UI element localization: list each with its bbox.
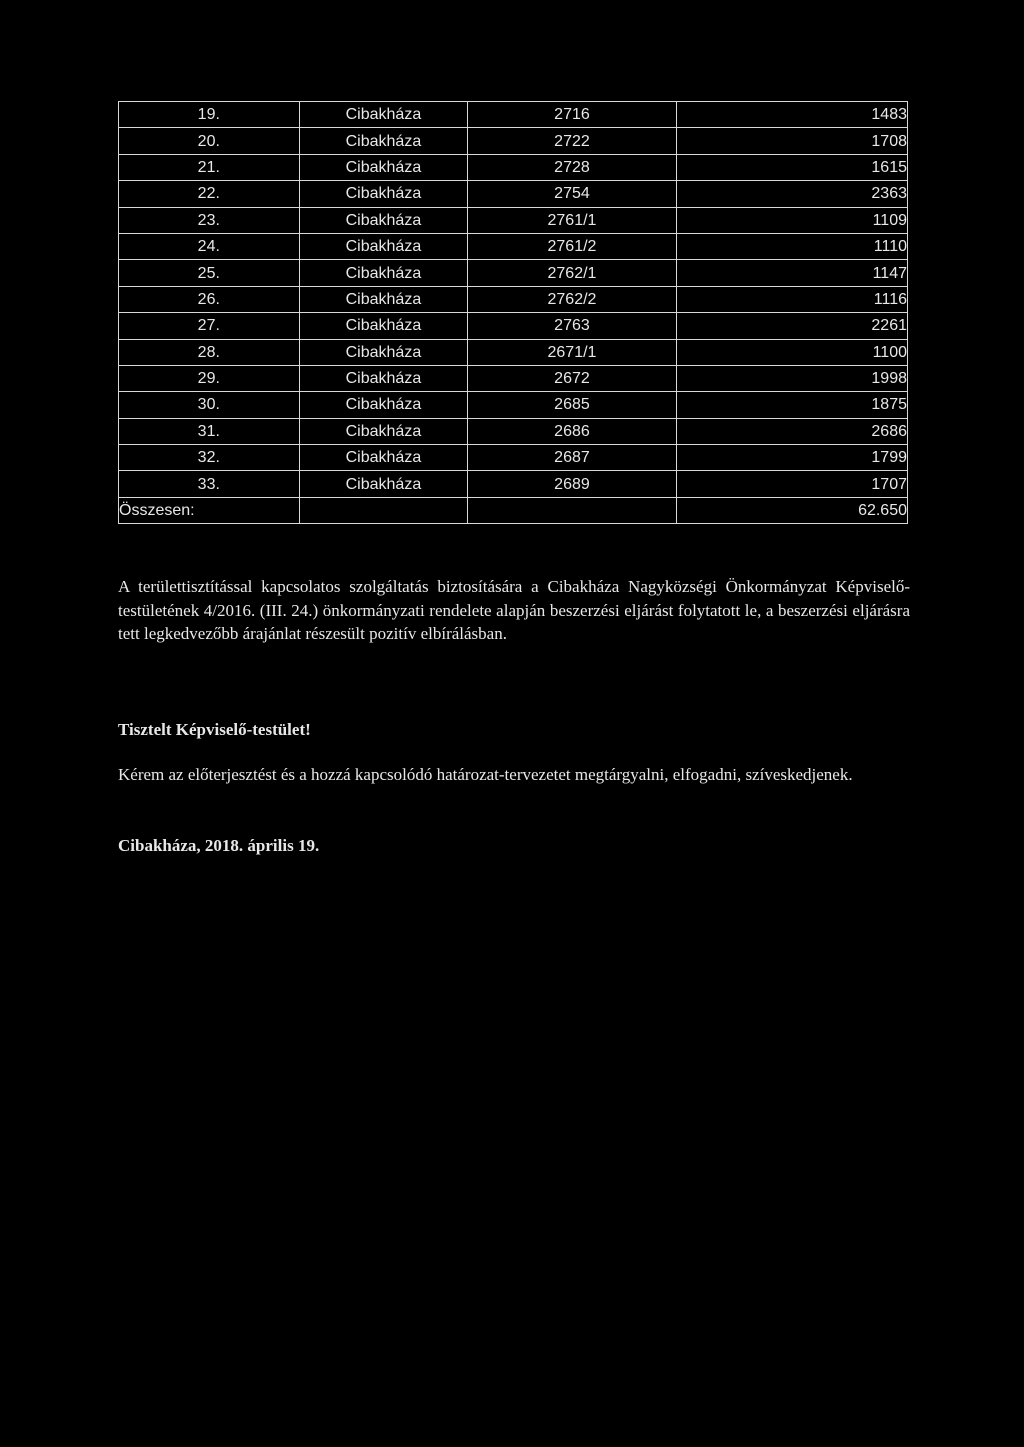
row-place: Cibakháza bbox=[299, 339, 468, 365]
row-area: 1116 bbox=[676, 286, 907, 312]
row-number: 22. bbox=[119, 181, 300, 207]
row-parcel-number: 2728 bbox=[468, 154, 676, 180]
row-place: Cibakháza bbox=[299, 445, 468, 471]
row-parcel-number: 2687 bbox=[468, 445, 676, 471]
table-row bbox=[119, 339, 908, 365]
row-area: 1100 bbox=[676, 339, 907, 365]
row-area: 1708 bbox=[676, 128, 907, 154]
row-parcel-number: 2762/2 bbox=[468, 286, 676, 312]
table-row bbox=[119, 418, 908, 444]
row-number: 21. bbox=[119, 154, 300, 180]
total-value: 62.650 bbox=[676, 497, 907, 523]
row-number: 32. bbox=[119, 445, 300, 471]
row-place: Cibakháza bbox=[299, 102, 468, 128]
table-row bbox=[119, 445, 908, 471]
row-parcel-number: 2722 bbox=[468, 128, 676, 154]
row-area: 1875 bbox=[676, 392, 907, 418]
row-number: 24. bbox=[119, 233, 300, 259]
table-row bbox=[119, 154, 908, 180]
row-number: 19. bbox=[119, 102, 300, 128]
row-number: 31. bbox=[119, 418, 300, 444]
salutation-heading: Tisztelt Képviselő-testület! bbox=[118, 720, 311, 739]
row-parcel-number: 2671/1 bbox=[468, 339, 676, 365]
row-area: 1109 bbox=[676, 207, 907, 233]
total-label: Összesen: bbox=[119, 497, 300, 523]
row-place: Cibakháza bbox=[299, 260, 468, 286]
row-number: 26. bbox=[119, 286, 300, 312]
row-place: Cibakháza bbox=[299, 128, 468, 154]
row-area: 1707 bbox=[676, 471, 907, 497]
row-number: 29. bbox=[119, 365, 300, 391]
table-row bbox=[119, 392, 908, 418]
row-area: 1998 bbox=[676, 365, 907, 391]
row-parcel-number: 2685 bbox=[468, 392, 676, 418]
row-number: 28. bbox=[119, 339, 300, 365]
row-place: Cibakháza bbox=[299, 365, 468, 391]
table-row bbox=[119, 313, 908, 339]
total-empty-cell bbox=[299, 497, 468, 523]
table-row bbox=[119, 233, 908, 259]
row-number: 25. bbox=[119, 260, 300, 286]
row-area: 2363 bbox=[676, 181, 907, 207]
row-number: 23. bbox=[119, 207, 300, 233]
row-place: Cibakháza bbox=[299, 392, 468, 418]
table-row bbox=[119, 260, 908, 286]
table-row bbox=[119, 286, 908, 312]
row-area: 1799 bbox=[676, 445, 907, 471]
row-parcel-number: 2672 bbox=[468, 365, 676, 391]
row-area: 1147 bbox=[676, 260, 907, 286]
table-row bbox=[119, 365, 908, 391]
row-place: Cibakháza bbox=[299, 181, 468, 207]
row-place: Cibakháza bbox=[299, 154, 468, 180]
row-number: 27. bbox=[119, 313, 300, 339]
row-parcel-number: 2761/1 bbox=[468, 207, 676, 233]
row-area: 1483 bbox=[676, 102, 907, 128]
table-row bbox=[119, 471, 908, 497]
row-place: Cibakháza bbox=[299, 313, 468, 339]
row-place: Cibakháza bbox=[299, 207, 468, 233]
parcel-table-body bbox=[119, 102, 908, 498]
parcel-table bbox=[118, 101, 908, 524]
row-area: 2686 bbox=[676, 418, 907, 444]
row-parcel-number: 2716 bbox=[468, 102, 676, 128]
row-parcel-number: 2754 bbox=[468, 181, 676, 207]
table-row bbox=[119, 128, 908, 154]
row-place: Cibakháza bbox=[299, 471, 468, 497]
row-parcel-number: 2763 bbox=[468, 313, 676, 339]
procurement-paragraph: A területtisztítással kapcsolatos szolgáltatás biztosítására a Cibakháza Nagyközségi Önkormányzat Képviselő-testületének 4/2016. (III. 24.) önkormányzati rendelete alapján beszerzési eljárást folytatott le, a beszerzési eljárásra tett legkedvezőbb árajánlat részesült pozitív elbírálásban. bbox=[118, 577, 910, 643]
row-number: 20. bbox=[119, 128, 300, 154]
row-place: Cibakháza bbox=[299, 418, 468, 444]
row-parcel-number: 2761/2 bbox=[468, 233, 676, 259]
row-parcel-number: 2689 bbox=[468, 471, 676, 497]
total-row bbox=[119, 497, 908, 523]
row-area: 1615 bbox=[676, 154, 907, 180]
total-empty-cell bbox=[468, 497, 676, 523]
table-row bbox=[119, 181, 908, 207]
row-area: 2261 bbox=[676, 313, 907, 339]
row-place: Cibakháza bbox=[299, 286, 468, 312]
row-number: 30. bbox=[119, 392, 300, 418]
row-area: 1110 bbox=[676, 233, 907, 259]
row-number: 33. bbox=[119, 471, 300, 497]
row-parcel-number: 2762/1 bbox=[468, 260, 676, 286]
place-date: Cibakháza, 2018. április 19. bbox=[118, 836, 320, 855]
row-parcel-number: 2686 bbox=[468, 418, 676, 444]
table-row bbox=[119, 102, 908, 128]
request-paragraph: Kérem az előterjesztést és a hozzá kapcsolódó határozat-tervezetet megtárgyalni, elfogadni, szíveskedjenek. bbox=[118, 765, 853, 784]
table-row bbox=[119, 207, 908, 233]
row-place: Cibakháza bbox=[299, 233, 468, 259]
